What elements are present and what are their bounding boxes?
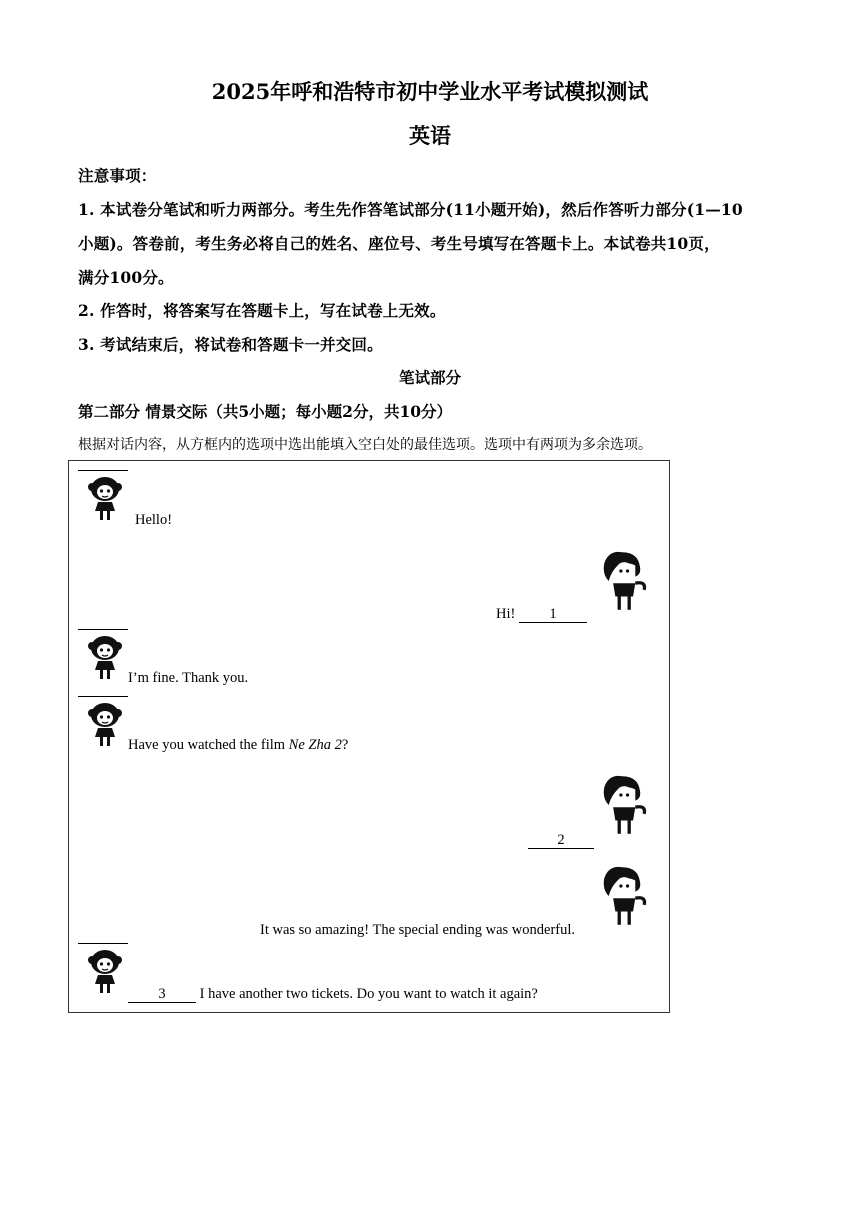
boy-avatar-icon [596, 774, 648, 836]
speaker-divider [78, 943, 128, 944]
exam-title: 2025年呼和浩特市初中学业水平考试模拟测试 [211, 79, 649, 104]
notice-heading: 注意事项： [78, 166, 157, 185]
dialogue-line-5 [528, 832, 594, 849]
dialogue-line-3: I’m fine. Thank you. [128, 670, 249, 686]
girl-avatar-icon [86, 948, 124, 994]
blank-1: 1 [519, 607, 587, 623]
blank-2: 2 [528, 833, 594, 849]
boy-avatar-icon [596, 550, 648, 612]
dialogue-line-7-text: I have another two tickets. Do you want to watch it again? [196, 986, 538, 1002]
dialogue-line-4-text: Have you watched the film [128, 737, 289, 753]
instruction-text: 根据对话内容，从方框内的选项中选出能填入空白处的最佳选项。选项中有两项为多余选项。 [78, 437, 652, 453]
speaker-divider [78, 696, 128, 697]
dialogue-line-2 [496, 606, 587, 623]
dialogue-line-4-end: ? [341, 737, 349, 753]
speaker-divider [78, 470, 128, 471]
subject-title: 英语 [409, 123, 451, 148]
girl-avatar-icon [86, 634, 124, 680]
dialogue-line-4 [128, 737, 348, 754]
dialogue-line-7 [128, 986, 538, 1003]
notice-item-3: 3. 考试结束后，将试卷和答题卡一并交回。 [78, 335, 383, 354]
notice-item-2: 2. 作答时，将答案写在答题卡上，写在试卷上无效。 [78, 301, 446, 320]
section-title: 笔试部分 [398, 368, 461, 387]
notice-item-1-line-3: 满分100分。 [78, 268, 174, 287]
film-title: Ne Zha 2 [288, 737, 342, 753]
part-title: 第二部分 情景交际（共5小题；每小题2分，共10分） [78, 402, 453, 421]
dialogue-line-6: It was so amazing! The special ending was wonderful. [260, 922, 576, 938]
speaker-divider [78, 629, 128, 630]
dialogue-line-2-text: Hi! [496, 606, 516, 622]
girl-avatar-icon [86, 475, 124, 521]
girl-avatar-icon [86, 701, 124, 747]
blank-3: 3 [128, 987, 196, 1003]
notice-item-1-line-2: 小题)。答卷前，考生务必将自己的姓名、座位号、考生号填写在答题卡上。本试卷共10页， [78, 234, 720, 253]
boy-avatar-icon [596, 865, 648, 927]
notice-item-1-line-1: 1. 本试卷分笔试和听力两部分。考生先作答笔试部分(11小题开始)，然后作答听力部分(1—10 [78, 200, 743, 219]
dialogue-line-1: Hello! [135, 512, 173, 528]
